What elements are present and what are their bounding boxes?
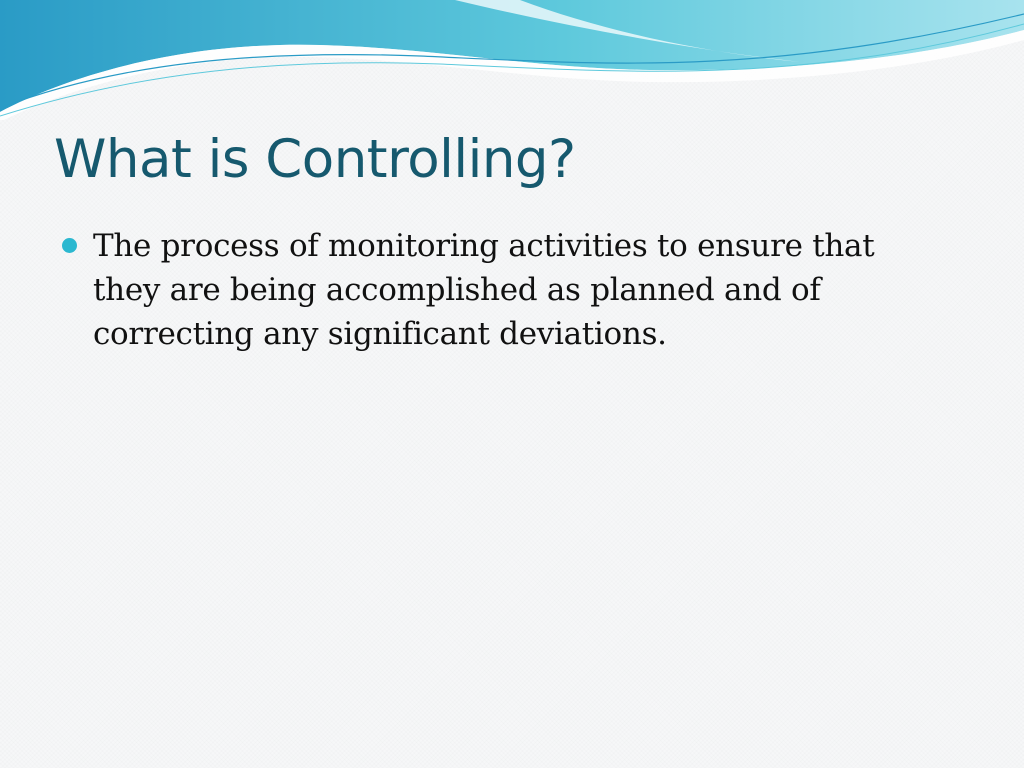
slide-title: What is Controlling? (54, 129, 576, 190)
bullet-list (62, 224, 922, 356)
bullet-item (62, 224, 922, 356)
bullet-text: The process of monitoring activities to ensure that they are being accomplished as planned and of correcting any significant deviations. (93, 228, 875, 352)
header-wave-decoration (0, 0, 1024, 120)
bullet-dot-icon (62, 238, 77, 253)
